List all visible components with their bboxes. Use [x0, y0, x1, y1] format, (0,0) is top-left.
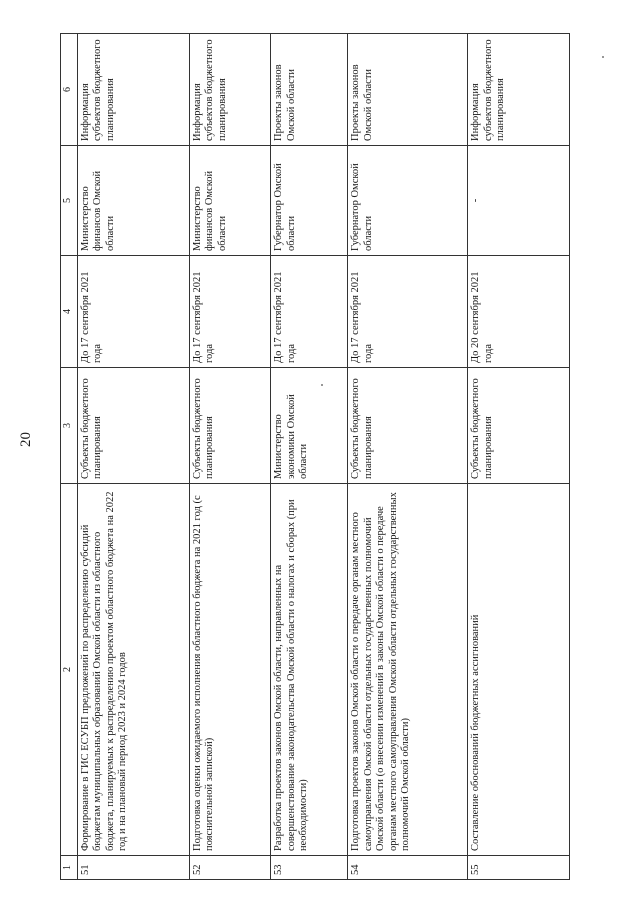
- row-number: 51: [78, 856, 190, 880]
- scan-speck: [602, 56, 604, 58]
- row-result: Проекты законов Омской области: [271, 34, 348, 146]
- row-executor: Министерство экономики Омской области: [271, 368, 348, 484]
- row-description: Разработка проектов законов Омской области, направленных на совершенствование законодательства Омской области о налогах и сборах (при необходимости): [271, 484, 348, 856]
- row-number: 54: [348, 856, 468, 880]
- rotated-table-container: [60, 34, 570, 880]
- row-description: Формирование в ГИС ЕСУБП предложений по распределению субсидий бюджетам муниципальных образований Омской области из областного бюджета, планируемых к распределению проектом областного бюджета на 2022 год и на плановый период 2023 и 2024 годов: [78, 484, 190, 856]
- column-header: 3: [61, 368, 78, 484]
- row-result: Проекты законов Омской области: [348, 34, 468, 146]
- row-deadline: До 17 сентября 2021 года: [271, 256, 348, 368]
- row-recipient: Министерство финансов Омской области: [189, 146, 270, 256]
- column-header: 2: [61, 484, 78, 856]
- table-row: [348, 34, 468, 880]
- row-recipient: -: [468, 146, 570, 256]
- row-result: Информация субъектов бюджетного планирования: [468, 34, 570, 146]
- row-deadline: До 17 сентября 2021 года: [348, 256, 468, 368]
- column-header: 6: [61, 34, 78, 146]
- row-deadline: До 17 сентября 2021 года: [78, 256, 190, 368]
- row-recipient: Губернатор Омской области: [271, 146, 348, 256]
- row-recipient: Губернатор Омской области: [348, 146, 468, 256]
- page-number: 20: [18, 432, 34, 447]
- row-deadline: До 20 сентября 2021 года: [468, 256, 570, 368]
- table-row: [78, 34, 190, 880]
- row-result: Информация субъектов бюджетного планирования: [189, 34, 270, 146]
- row-deadline: До 17 сентября 2021 года: [189, 256, 270, 368]
- row-recipient: Министерство финансов Омской области: [78, 146, 190, 256]
- table-row: [468, 34, 570, 880]
- table-row: [271, 34, 348, 880]
- row-number: 52: [189, 856, 270, 880]
- column-header: 5: [61, 146, 78, 256]
- row-executor: Субъекты бюджетного планирования: [189, 368, 270, 484]
- row-description: Подготовка оценки ожидаемого исполнения областного бюджета на 2021 год (с пояснительной запиской): [189, 484, 270, 856]
- table-header-row: [61, 34, 78, 880]
- column-header: 1: [61, 856, 78, 880]
- table-row: [189, 34, 270, 880]
- plan-table: [60, 33, 570, 880]
- row-description: Составление обоснований бюджетных ассигнований: [468, 484, 570, 856]
- column-header: 4: [61, 256, 78, 368]
- row-description: Подготовка проектов законов Омской области о передаче органам местного самоуправления Омской области отдельных государственных полномочий Омской области (о внесении изменений в законы Омской области о передаче органам местного самоуправления Омской области отдельных государственных полномочий Омской области): [348, 484, 468, 856]
- row-result: Информация субъектов бюджетного планирования: [78, 34, 190, 146]
- row-executor: Субъекты бюджетного планирования: [348, 368, 468, 484]
- row-executor: Субъекты бюджетного планирования: [468, 368, 570, 484]
- row-number: 55: [468, 856, 570, 880]
- row-number: 53: [271, 856, 348, 880]
- row-executor: Субъекты бюджетного планирования: [78, 368, 190, 484]
